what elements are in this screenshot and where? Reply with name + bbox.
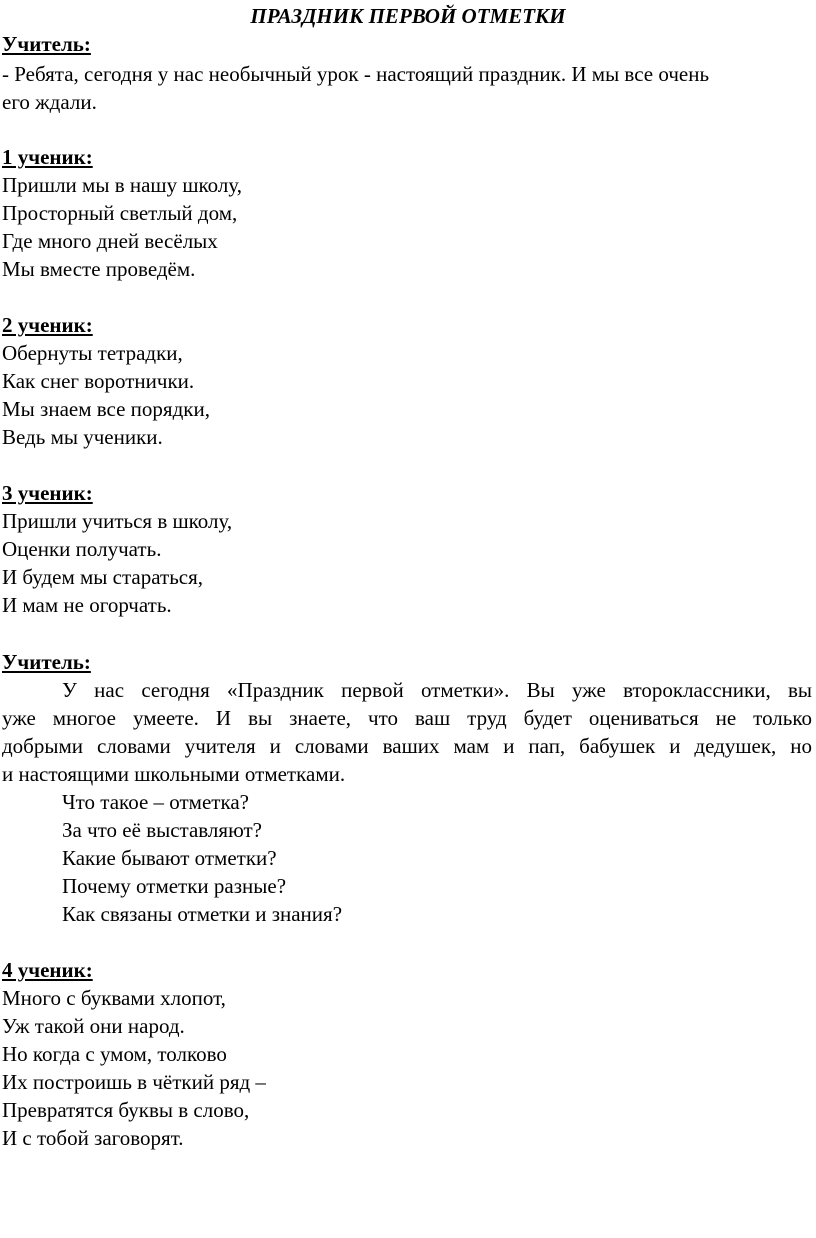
poem-line: Много с буквами хлопот, [2,986,226,1010]
poem-line: Мы вместе проведём. [2,257,196,281]
paragraph-line: добрыми словами учителя и словами ваших мам и пап, бабушек и дедушек, но [2,734,812,758]
poem-line: Обернуты тетрадки, [2,341,183,365]
poem-line: Уж такой они народ. [2,1014,185,1038]
poem-line: Но когда с умом, толково [2,1042,227,1066]
question-line: Что такое – отметка? [62,790,249,814]
paragraph-line: и настоящими школьными отметками. [2,762,346,786]
paragraph-line: уже многое умеете. И вы знаете, что ваш труд будет оцениваться не только [2,706,812,730]
question-line: За что её выставляют? [62,818,262,842]
poem-line: Как снег воротнички. [2,369,195,393]
document-title: ПРАЗДНИК ПЕРВОЙ ОТМЕТКИ [250,4,566,28]
poem-line: Оценки получать. [2,537,162,561]
speaker-student-3: 3 ученик: [2,481,93,505]
question-line: Как связаны отметки и знания? [62,902,343,926]
poem-line: Просторный светлый дом, [2,201,238,225]
poem-line: Пришли мы в нашу школу, [2,173,242,197]
question-line: Какие бывают отметки? [62,846,277,870]
speaker-student-4: 4 ученик: [2,958,93,982]
question-line: Почему отметки разные? [62,874,287,898]
poem-line: И будем мы стараться, [2,565,204,589]
speaker-student-1: 1 ученик: [2,145,93,169]
teacher-line: - Ребята, сегодня у нас необычный урок - настоящий праздник. И мы все очень [2,62,710,86]
poem-line: Их построишь в чёткий ряд – [2,1070,266,1094]
teacher-line: его ждали. [2,90,97,114]
poem-line: И с тобой заговорят. [2,1126,184,1150]
speaker-teacher: Учитель: [2,650,91,674]
poem-line: Мы знаем все порядки, [2,397,210,421]
speaker-student-2: 2 ученик: [2,313,93,337]
speaker-teacher: Учитель: [2,32,91,56]
poem-line: Пришли учиться в школу, [2,509,233,533]
paragraph-line: У нас сегодня «Праздник первой отметки». Вы уже второклассники, вы [62,678,812,702]
poem-line: Превратятся буквы в слово, [2,1098,250,1122]
poem-line: Где много дней весёлых [2,229,218,253]
poem-line: Ведь мы ученики. [2,425,163,449]
poem-line: И мам не огорчать. [2,593,172,617]
